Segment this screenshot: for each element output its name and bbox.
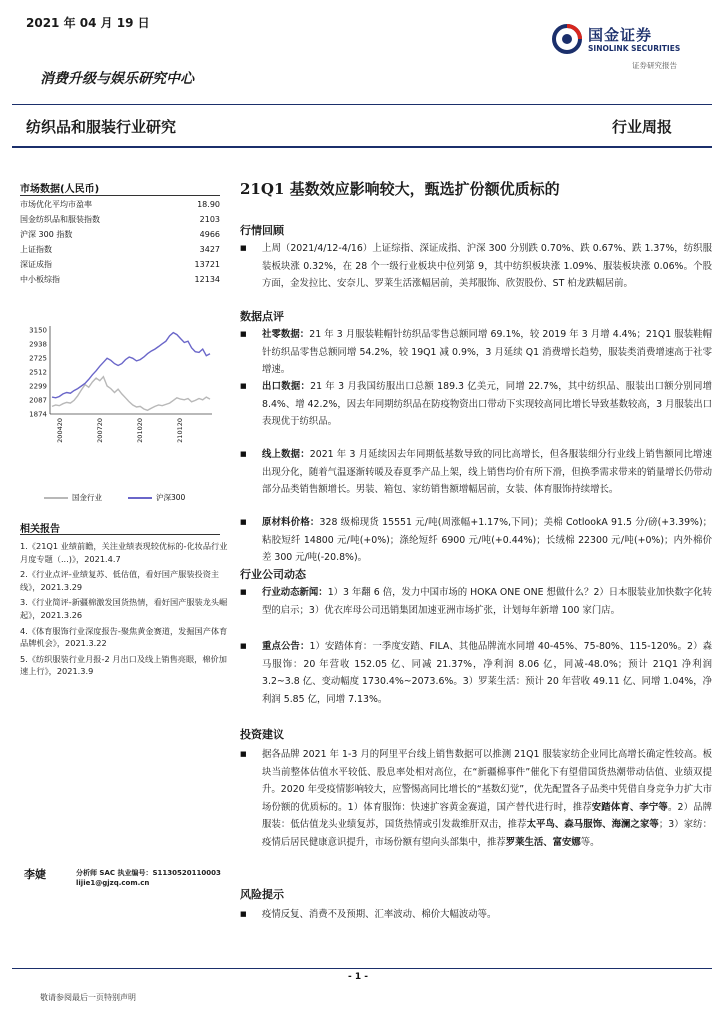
advice-text: ；3）家纺：疫情后居民健康意识提升，市场份额有望向头部集中，推荐 [262, 819, 712, 848]
advice-text: 据各品牌 2021 年 1-3 月的阿里平台线上销售数据可以推测 21Q1 服装家纺企业同比高增长确定性较高。板块当前整体估值水平较低、股息率处相对高位，在“新疆棉事件”催化下有望借国货热潮带动估值、业绩双提升。2020 年受疫情影响较大，应警惕高同比增长的“基数幻觉”，优先配置各子品类中凭借自身竞争力扩大市场份额的优质标的。1）体育服饰：快速扩容黄金赛道，国产替代进行时，推荐 [262, 749, 712, 813]
market-label: 中小板综指 [20, 275, 60, 284]
legend-label: 国金行业 [72, 493, 102, 502]
y-tick-label: 1874 [29, 410, 47, 419]
report-category-tag: 证券研究报告 [632, 61, 677, 70]
market-value: 12134 [194, 275, 220, 284]
paragraph-text [262, 326, 712, 379]
related-reports-divider [20, 534, 220, 535]
logo-mark-icon [552, 24, 582, 54]
paragraph-text: 上周（2021/4/12-4/16）上证综指、深证成指、沪深 300 分别跌 0.70%、跌 0.67%、跌 1.37%，纺织服装板块涨 0.32%，在 28 个一级行业板块中位列第 9，其中纺织板块涨 1.09%、服装板块涨 0.06%。个股方面，金发拉比、安奈儿、罗莱生活涨幅居前，美邦服饰、欣贺股份、ST 柏龙跌幅居前。 [262, 243, 712, 289]
table-row [20, 227, 220, 242]
data-point-item [240, 446, 712, 499]
market-value: 13721 [194, 260, 220, 269]
logo-text-en: SINOLINK SECURITIES [588, 44, 681, 53]
risk-paragraph [240, 906, 712, 924]
section-heading-review: 行情回顾 [240, 224, 284, 237]
paragraph-text [262, 584, 712, 619]
market-value: 3427 [199, 245, 220, 254]
y-tick-label: 2087 [29, 396, 47, 405]
data-point-item [240, 378, 712, 431]
disclaimer-note: 敬请参阅最后一页特别声明 [40, 993, 136, 1002]
bullet-square-icon: ■ [240, 750, 247, 758]
bullet-head: 出口数据： [262, 381, 311, 392]
paragraph-text [262, 746, 712, 851]
company-logo [552, 22, 712, 62]
paragraph-text: 疫情反复、消费不及预期、汇率波动、棉价大幅波动等。 [262, 909, 497, 920]
recommended-stocks: 安踏体育、李宁等 [591, 801, 668, 813]
bullet-square-icon: ■ [240, 450, 247, 458]
market-label: 深证成指 [20, 260, 52, 269]
research-center-name: 消费升级与娱乐研究中心 [40, 71, 194, 87]
related-report-link[interactable]: 4.《体育服饰行业深度报告-聚焦黄金赛道，发掘国产体育品牌机会》，2021.3.22 [20, 625, 228, 649]
section-heading-data: 数据点评 [240, 310, 284, 323]
x-tick-label: 200720 [96, 418, 104, 443]
market-label: 上证指数 [20, 245, 52, 254]
series-line-1 [52, 333, 210, 398]
recommended-stocks: 罗莱生活、富安娜 [505, 836, 581, 848]
related-reports-title: 相关报告 [20, 524, 60, 535]
y-tick-label: 3150 [29, 326, 47, 335]
bullet-body: 1）安踏体育：一季度安踏、FILA、其他品牌流水同增 40-45%、75-80%、115-120%。2）森马服饰：20 年营收 152.05 亿、同减 21.37%，净利润 8.06 亿，同减-48.0%；预计 21Q1 净利润 3.2~3.8 亿、变动幅度 1730.4%~2073.6%。3）罗莱生活：预计 20 年营收 49.11 亿、同增 1.04%，净利润 5.85 亿，同增 7.13%。 [262, 641, 712, 705]
advice-text: 。2）品牌服装：低估值龙头业绩复苏，国货热情或引发裁维肝双击，推荐 [262, 801, 712, 830]
report-title: 纺织品和服装行业研究 [26, 118, 177, 136]
legend-item [128, 492, 185, 503]
header-divider [12, 104, 712, 105]
market-data-table [20, 197, 220, 287]
bullet-square-icon: ■ [240, 330, 247, 338]
bullet-square-icon: ■ [240, 910, 247, 918]
header-divider-bold [12, 146, 712, 148]
review-paragraph [240, 240, 712, 293]
logo-text-cn: 国金证券 [588, 26, 653, 44]
analyst-email[interactable]: lijie1@gjzq.com.cn [76, 879, 150, 887]
company-news-item [240, 638, 712, 708]
main-headline: 21Q1 基数效应影响较大，甄选扩份额优质标的 [240, 180, 560, 198]
section-heading-risk: 风险提示 [240, 888, 284, 901]
data-point-item [240, 326, 712, 379]
legend-swatch [44, 497, 68, 499]
bullet-body: 1）3 年翻 6 倍，发力中国市场的 HOKA ONE ONE 想做什么？2）日本服装业加快数字化转型的启示；3）优衣库母公司迅销集团加速亚洲市场扩张，计划每年新增 100 家门店。 [262, 587, 712, 616]
bullet-head: 行业动态新闻： [262, 587, 328, 598]
bullet-square-icon: ■ [240, 588, 247, 596]
footer-divider [12, 968, 712, 969]
bullet-body: 21 年 3 月服装鞋帽针纺织品零售总额同增 69.1%，较 2019 年 3 月增 4.4%；21Q1 服装鞋帽针纺织品零售总额同增 54.2%，较 19Q1 减 0.9%，3 月延续 Q1 消费增长趋势，服装类消费增速高于社零增速。 [262, 329, 712, 375]
report-date: 2021 年 04 月 19 日 [26, 16, 150, 30]
paragraph-text [262, 514, 712, 567]
bullet-head: 线上数据： [262, 449, 310, 460]
market-label: 国金纺织品和服装指数 [20, 215, 100, 224]
legend-swatch [128, 497, 152, 499]
market-value: 2103 [199, 215, 220, 224]
bullet-square-icon: ■ [240, 518, 247, 526]
legend-item [44, 492, 102, 503]
bullet-body: 21 年 3 月我国纺服出口总额 189.3 亿美元，同增 22.7%，其中纺织品、服装出口额分别同增 8.4%、增 42.2%，因去年同期纺织品在防疫物资出口带动下实现较高同比增长导致基数较高，3 月服装出口表现优于纺织品。 [262, 381, 712, 427]
analyst-info [76, 868, 221, 888]
bullet-square-icon: ■ [240, 244, 247, 252]
related-report-link[interactable]: 3.《行业简评-新疆棉激发国货热情，看好国产服装龙头崛起》，2021.3.26 [20, 597, 228, 620]
page-number: - 1 - [348, 972, 368, 982]
related-report-link[interactable]: 1.《21Q1 业绩前瞻，关注业绩表现较优标的-化妆品行业月度专题（...)》，2021.4.7 [20, 541, 228, 564]
related-report-link[interactable]: 2.《行业点评-业绩复苏、低估值，看好国产服装投资主线》，2021.3.29 [20, 569, 220, 592]
paragraph-text [262, 638, 712, 708]
advice-paragraph [240, 746, 712, 851]
legend-label: 沪深300 [156, 493, 186, 502]
advice-text: 等。 [580, 836, 600, 848]
table-row [20, 272, 220, 287]
related-reports-list [20, 540, 232, 681]
bullet-square-icon: ■ [240, 382, 247, 390]
table-row [20, 197, 220, 212]
market-value: 18.90 [197, 200, 220, 209]
x-tick-label: 210120 [176, 418, 184, 443]
y-tick-label: 2725 [29, 354, 47, 363]
recommended-stocks: 太平鸟、森马服饰、海澜之家等 [526, 819, 659, 830]
market-data-title: 市场数据(人民币) [20, 184, 100, 195]
bullet-body: 2021 年 3 月延续因去年同期低基数导致的同比高增长，但各服装细分行业线上销售额同比增速出现分化，随着气温逐渐转暖及春夏季产品上架，线上销售均价有所下滑，但换季需求带来的销量增长仍带动部分品类销售额增长。男装、箱包、家纺销售额增幅居前，女装、体育服饰持续增长。 [262, 449, 713, 495]
related-report-link[interactable]: 5.《纺织服装行业月报-2 月出口及线上销售亮眼，棉价加速上行》，2021.3.9 [20, 653, 227, 677]
section-heading-advice: 投资建议 [240, 728, 284, 741]
analyst-name: 李婕 [24, 868, 46, 881]
market-label: 沪深 300 指数 [20, 230, 73, 239]
bullet-body: 328 级棉现货 15551 元/吨(周涨幅+1.17%,下同)；美棉 CotlookA 91.5 分/磅(+3.39%)；粘胶短纤 14800 元/吨(+0%)；涤纶短纤 6900 元/吨(+0.44%)；长绒棉 22300 元/吨(+0%)；内外棉价差 300 元/吨(-20.8%)。 [262, 517, 712, 563]
paragraph-text [262, 378, 712, 431]
section-heading-company: 行业公司动态 [240, 568, 306, 581]
y-tick-label: 2938 [29, 340, 47, 349]
table-row [20, 257, 220, 272]
table-row [20, 212, 220, 227]
chart-legend [44, 492, 224, 506]
bullet-square-icon: ■ [240, 642, 247, 650]
paragraph-text [262, 446, 712, 499]
report-type: 行业周报 [612, 118, 673, 136]
company-news-item [240, 584, 712, 619]
bullet-head: 重点公告： [262, 641, 310, 652]
y-tick-label: 2299 [29, 382, 47, 391]
data-point-item [240, 514, 712, 567]
table-row [20, 242, 220, 257]
y-tick-label: 2512 [29, 368, 47, 377]
bullet-head: 原材料价格： [262, 517, 320, 528]
series-line-0 [52, 377, 210, 411]
x-tick-label: 201020 [136, 418, 144, 443]
index-performance-chart [20, 320, 224, 490]
analyst-sac-id: 分析师 SAC 执业编号：S1130520110003 [76, 869, 221, 877]
market-value: 4966 [199, 230, 220, 239]
market-data-divider [20, 195, 220, 196]
x-tick-label: 200420 [56, 418, 64, 443]
market-label: 市场优化平均市盈率 [20, 200, 92, 209]
bullet-head: 社零数据： [262, 329, 310, 340]
